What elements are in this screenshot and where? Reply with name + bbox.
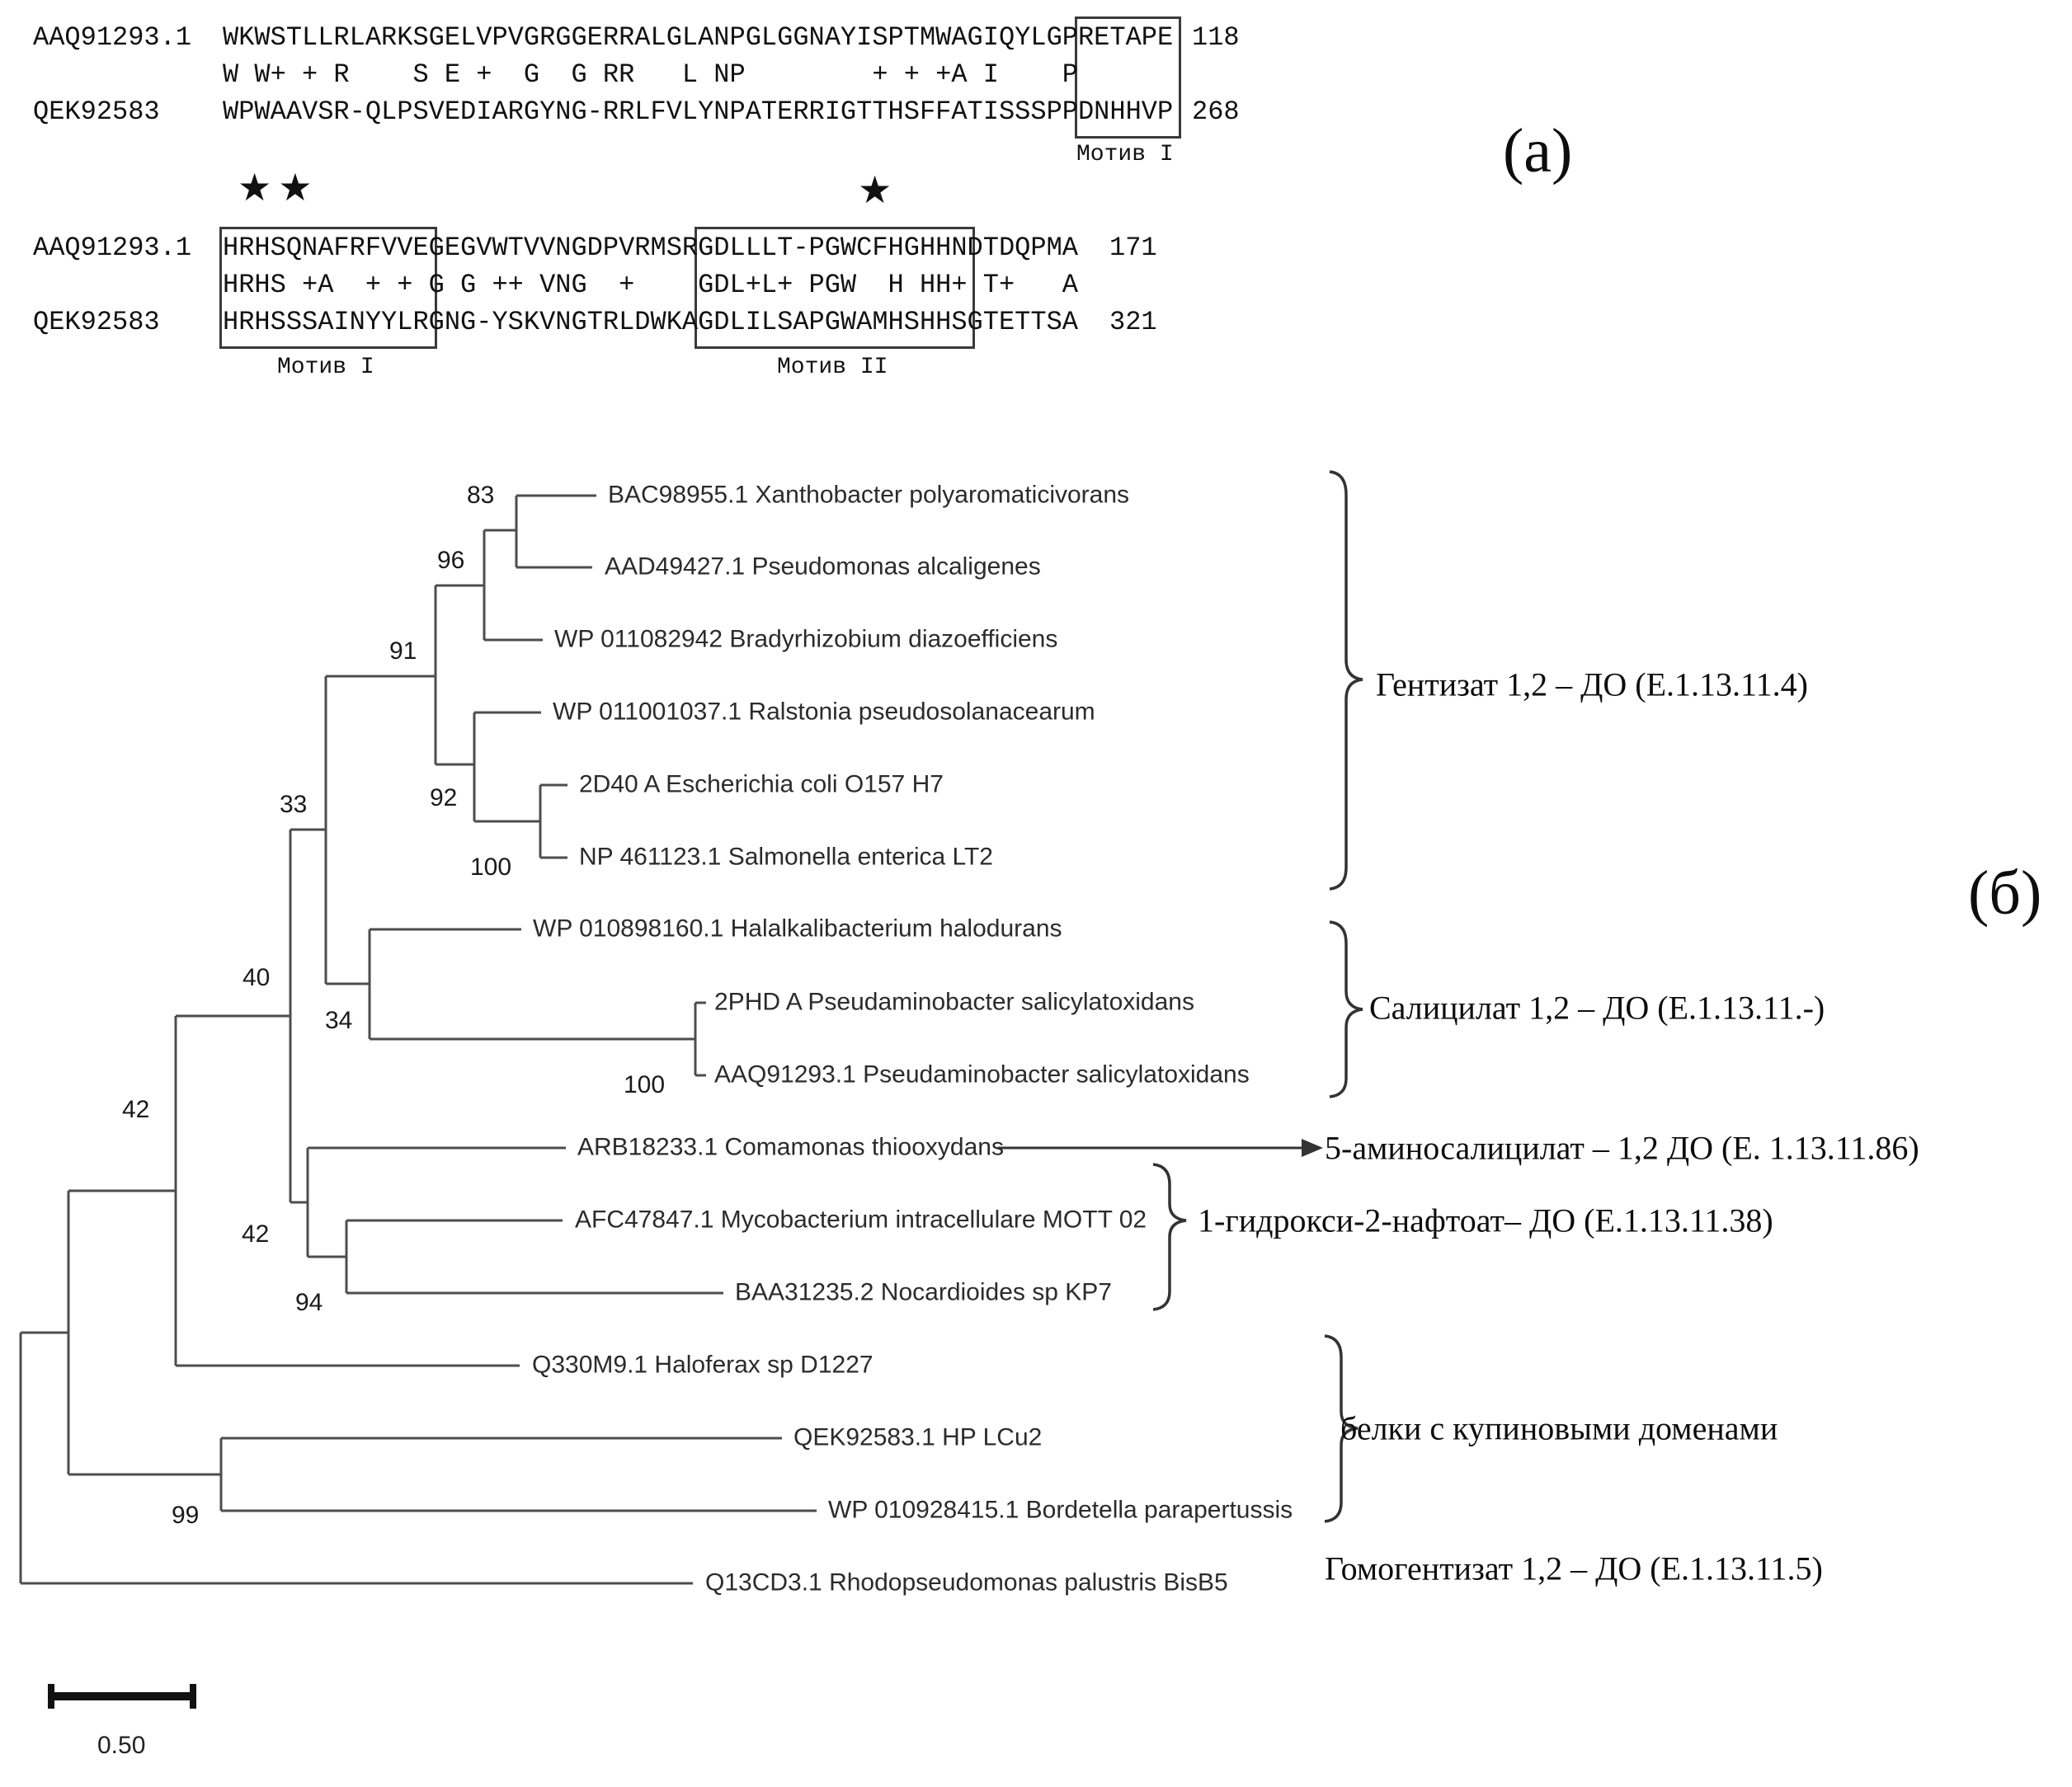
enzyme-group-label: Гентизат 1,2 – ДО (Е.1.13.11.4) <box>1376 665 1808 703</box>
tree-tip-label: BAA31235.2 Nocardioides sp KP7 <box>735 1278 1112 1306</box>
enzyme-group-label: 1-гидрокси-2-нафтоат– ДО (Е.1.13.11.38) <box>1198 1202 1773 1239</box>
tree-tip-label: QEK92583.1 HP LCu2 <box>793 1423 1043 1451</box>
bootstrap-value: 100 <box>470 854 512 881</box>
tree-tip-label: AAD49427.1 Pseudomonas alcaligenes <box>605 553 1041 581</box>
tree-tip-label: WP 010898160.1 Halalkalibacterium halodurans <box>533 915 1062 943</box>
tree-branches <box>21 496 817 1583</box>
motif-label: Мотив I <box>1076 142 1174 167</box>
alignment-sequence: WKWSTLLRLARKSGELVPVGRGGERRALGLANPGLGGNAYISPTMWAGIQYLGPRETAPE <box>223 22 1174 53</box>
tree-tip-label: AAQ91293.1 Pseudaminobacter salicylatoxidans <box>714 1060 1250 1089</box>
comamonas-pointer-arrow <box>998 1139 1323 1157</box>
enzyme-group-label: Гомогентизат 1,2 – ДО (Е.1.13.11.5) <box>1325 1550 1823 1587</box>
bootstrap-value: 91 <box>389 637 417 665</box>
motif-label: Мотив I <box>277 355 374 380</box>
bootstrap-value: 94 <box>295 1289 323 1316</box>
bootstrap-value: 99 <box>172 1502 200 1529</box>
panel-a-label: (а) <box>1503 116 1573 186</box>
panel-b-label: (б) <box>1968 858 2042 928</box>
alignment-residue-number: 268 <box>1192 96 1240 127</box>
bootstrap-value: 40 <box>243 964 271 991</box>
alignment-sequence-id: QEK92583 <box>33 96 160 127</box>
scale-bar <box>51 1684 193 1709</box>
alignment-sequence-id: QEK92583 <box>33 307 160 337</box>
tree-tip-label: NP 461123.1 Salmonella enterica LT2 <box>579 843 993 871</box>
tree-tip-label: 2D40 A Escherichia coli O157 H7 <box>579 770 944 798</box>
scale-bar-value: 0.50 <box>97 1732 146 1759</box>
alignment-consensus: W W+ + R S E + G G RR L NP + + +A I P <box>223 59 1078 90</box>
bootstrap-value: 34 <box>325 1007 353 1034</box>
alignment-sequence: HRHSSSAINYYLRGNG-YSKVNGTRLDWKAGDLILSAPGWAMHSHHSGTETTSA <box>223 307 1078 337</box>
alignment-sequence-id: AAQ91293.1 <box>33 22 192 53</box>
enzyme-group-label: 5-аминосалицилат – 1,2 ДО (Е. 1.13.11.86) <box>1325 1129 1919 1167</box>
alignment-sequence: HRHSQNAFRFVVEGEGVWTVVNGDPVRMSRGDLLLT-PGWCFHGHHNDTDQPMA <box>223 233 1078 263</box>
bootstrap-value: 92 <box>430 784 458 811</box>
tree-tip-label: AFC47847.1 Mycobacterium intracellulare MOTT 02 <box>575 1206 1147 1234</box>
alignment-residue-number: 171 <box>1109 233 1157 263</box>
tree-tip-label: WP 011001037.1 Ralstonia pseudosolanacearum <box>553 698 1095 726</box>
tree-tip-label: WP 010928415.1 Bordetella parapertussis <box>828 1496 1293 1524</box>
bootstrap-value: 42 <box>122 1096 150 1123</box>
motif-label: Мотив II <box>777 355 888 380</box>
bootstrap-value: 96 <box>437 547 465 574</box>
active-site-star-single: ★ <box>858 167 899 212</box>
alignment-residue-number: 321 <box>1109 307 1157 337</box>
enzyme-group-label: Салицилат 1,2 – ДО (Е.1.13.11.-) <box>1369 989 1825 1027</box>
alignment-consensus: HRHS +A + + G G ++ VNG + GDL+L+ PGW H HH+ T+ A <box>223 270 1078 300</box>
tree-tip-label: ARB18233.1 Comamonas thiooxydans <box>577 1133 1004 1161</box>
tree-tip-label: BAC98955.1 Xanthobacter polyaromaticivorans <box>608 481 1130 509</box>
tree-tip-label: Q330M9.1 Haloferax sp D1227 <box>532 1351 874 1379</box>
alignment-residue-number: 118 <box>1192 22 1240 53</box>
enzyme-group-label: белки с купиновыми доменами <box>1340 1409 1778 1447</box>
alignment-sequence-id: AAQ91293.1 <box>33 233 192 263</box>
brace-gentisate <box>1330 472 1363 889</box>
tree-tip-label: 2PHD A Pseudaminobacter salicylatoxidans <box>714 988 1194 1016</box>
bootstrap-value: 33 <box>280 791 308 818</box>
tree-tip-label: WP 011082942 Bradyrhizobium diazoefficiens <box>554 625 1058 653</box>
brace-salicylate <box>1330 922 1363 1097</box>
alignment-sequence: WPWAAVSR-QLPSVEDIARGYNG-RRLFVLYNPATERRIGTTHSFFATISSSPPDNHHVP <box>223 96 1174 127</box>
active-site-stars-double: ★★ <box>238 165 319 209</box>
brace-naphthoate <box>1153 1164 1186 1310</box>
bootstrap-value: 100 <box>624 1071 666 1098</box>
bootstrap-value: 83 <box>467 482 495 509</box>
bootstrap-value: 42 <box>242 1220 270 1248</box>
tree-tip-label: Q13CD3.1 Rhodopseudomonas palustris BisB5 <box>705 1568 1228 1597</box>
